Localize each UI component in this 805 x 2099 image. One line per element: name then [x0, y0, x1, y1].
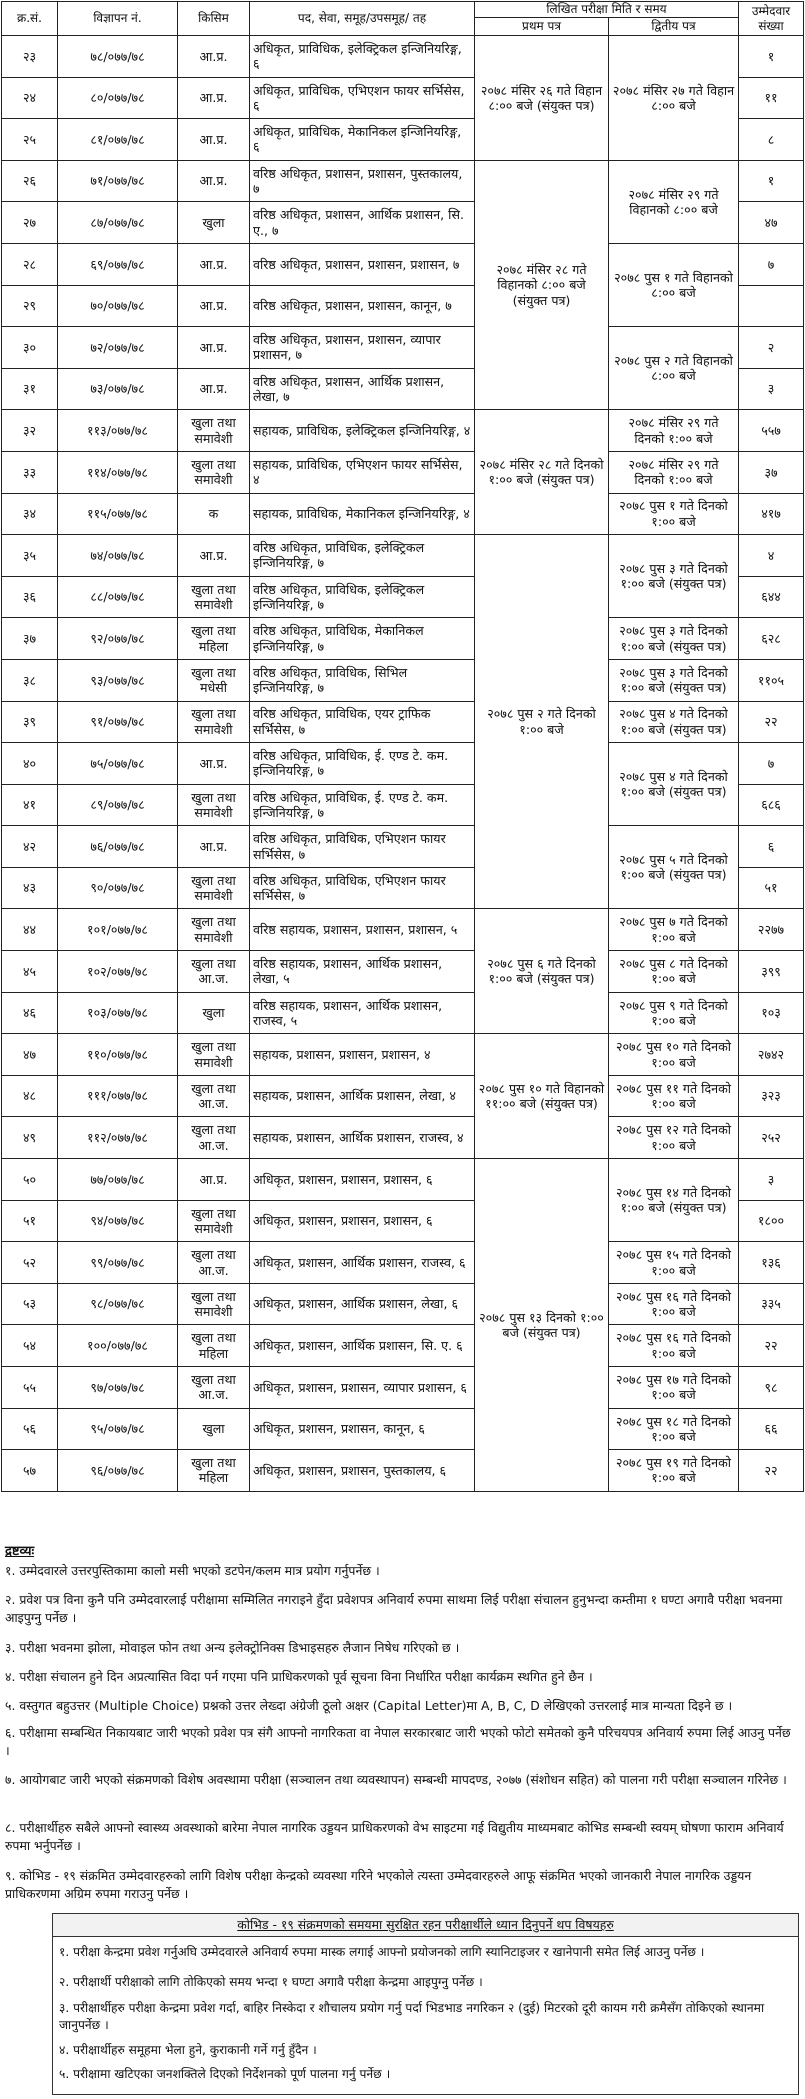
cell-paper1-date: २०७८ मंसिर २६ गते विहान ८:०० बजे (संयुक्त पत्र) — [475, 36, 609, 161]
cell-serial: ३३ — [2, 451, 58, 493]
cell-candidates: ११ — [739, 77, 804, 119]
cell-type: खुला तथा महिला — [178, 618, 250, 660]
cell-paper2-date: २०७८ पुस १६ गते दिनको १:०० बजे — [609, 1325, 739, 1367]
cell-serial: ४९ — [2, 1117, 58, 1159]
cell-post: सहायक, प्राविधिक, मेकानिकल इन्जिनियरिङ्ग, ४ — [250, 493, 475, 535]
cell-post: वरिष्ठ अधिकृत, प्राविधिक, इलेक्ट्रिकल इन्जिनियरिङ्ग, ७ — [250, 535, 475, 577]
cell-post: अधिकृत, प्रशासन, आर्थिक प्रशासन, राजस्व, ६ — [250, 1242, 475, 1284]
cell-ad-no: ९१/०७७/७८ — [58, 701, 178, 743]
table-row — [2, 36, 804, 78]
cell-type: खुला तथा समावेशी — [178, 410, 250, 452]
cell-paper2-date: २०७८ पुस ३ गते दिनको १:०० बजे (संयुक्त पत्र) — [609, 535, 739, 618]
cell-candidates: ८ — [739, 119, 804, 161]
cell-post: वरिष्ठ सहायक, प्रशासन, आर्थिक प्रशासन, राजस्व, ५ — [250, 992, 475, 1034]
cell-type: खुला तथा महिला — [178, 1450, 250, 1492]
cell-serial: ३१ — [2, 368, 58, 410]
cell-type: खुला तथा समावेशी — [178, 1200, 250, 1242]
header-candidates: उम्मेदवार संख्या — [739, 2, 804, 36]
cell-paper2-date: २०७८ पुस २ गते विहानको ८:०० बजे — [609, 327, 739, 410]
cell-type: आ.प्र. — [178, 77, 250, 119]
cell-paper2-date: २०७८ पुस ३ गते दिनको १:०० बजे (संयुक्त पत्र) — [609, 618, 739, 660]
cell-candidates: ४७ — [739, 202, 804, 244]
covid-guidelines-box — [52, 1913, 799, 2095]
cell-paper2-date: २०७८ मंसिर २९ गते विहानको ८:०० बजे — [609, 160, 739, 243]
cell-candidates: ३ — [739, 368, 804, 410]
cell-candidates: १८०० — [739, 1200, 804, 1242]
cell-type: आ.प्र. — [178, 160, 250, 202]
cell-serial: २६ — [2, 160, 58, 202]
cell-ad-no: ८०/०७७/७८ — [58, 77, 178, 119]
cell-paper2-date: २०७८ पुस १७ गते दिनको १:०० बजे — [609, 1367, 739, 1409]
cell-serial: २३ — [2, 36, 58, 78]
cell-serial: ४० — [2, 743, 58, 785]
cell-serial: ३८ — [2, 659, 58, 701]
cell-serial: ३७ — [2, 618, 58, 660]
cell-candidates: ६८६ — [739, 784, 804, 826]
cell-serial: ४५ — [2, 951, 58, 993]
cell-ad-no: ११४/०७७/७८ — [58, 451, 178, 493]
cell-ad-no: ९०/०७७/७८ — [58, 867, 178, 909]
note-item: ७. आयोगबाट जारी भएको संक्रमणको विशेष अवस्थामा परीक्षा (सञ्चालन तथा व्यवस्थापन) सम्बन्धी मापदण्ड, २०७७ (संशोधन सहित) को पालना गरी परीक्षा सञ्चालन गरिनेछ । — [5, 1772, 787, 1787]
cell-serial: २४ — [2, 77, 58, 119]
cell-post: वरिष्ठ अधिकृत, प्राविधिक, इलेक्ट्रिकल इन्जिनियरिङ्ग, ७ — [250, 576, 475, 618]
cell-ad-no: ९२/०७७/७८ — [58, 618, 178, 660]
cell-type: खुला — [178, 1408, 250, 1450]
cell-type: क — [178, 493, 250, 535]
cell-candidates — [739, 285, 804, 327]
cell-ad-no: ९४/०७७/७८ — [58, 1200, 178, 1242]
table-row — [2, 1075, 804, 1117]
cell-paper2-date: २०७८ पुस १५ गते दिनको १:०० बजे — [609, 1242, 739, 1284]
cell-paper1-date: २०७८ पुस १० गते विहानको ११:०० बजे (संयुक्त पत्र) — [475, 1034, 609, 1159]
cell-serial: ४८ — [2, 1075, 58, 1117]
cell-type: आ.प्र. — [178, 826, 250, 868]
cell-serial: ३५ — [2, 535, 58, 577]
exam-schedule-table — [1, 1, 804, 1492]
cell-ad-no: ७२/०७७/७८ — [58, 327, 178, 369]
table-row — [2, 951, 804, 993]
cell-post: वरिष्ठ अधिकृत, प्राविधिक, एयर ट्राफिक सर्भिसेस, ७ — [250, 701, 475, 743]
cell-paper2-date: २०७८ मंसिर २७ गते विहान ८:०० बजे — [609, 36, 739, 161]
table-row — [2, 1283, 804, 1325]
cell-ad-no: ११५/०७७/७८ — [58, 493, 178, 535]
cell-paper2-date: २०७८ पुस १२ गते दिनको १:०० बजे — [609, 1117, 739, 1159]
cell-candidates: १३६ — [739, 1242, 804, 1284]
cell-candidates: ७ — [739, 243, 804, 285]
cell-type: खुला तथा समावेशी — [178, 867, 250, 909]
cell-type: खुला — [178, 992, 250, 1034]
cell-paper2-date: २०७८ पुस ७ गते दिनको १:०० बजे — [609, 909, 739, 951]
cell-serial: ३६ — [2, 576, 58, 618]
cell-post: सहायक, प्रशासन, प्रशासन, प्रशासन, ४ — [250, 1034, 475, 1076]
cell-candidates: ६ — [739, 826, 804, 868]
cell-serial: ५३ — [2, 1283, 58, 1325]
cell-post: वरिष्ठ अधिकृत, प्रशासन, प्रशासन, पुस्तकालय, ७ — [250, 160, 475, 202]
table-row — [2, 826, 804, 868]
cell-post: वरिष्ठ अधिकृत, प्रशासन, आर्थिक प्रशासन, लेखा, ७ — [250, 368, 475, 410]
cell-paper2-date: २०७८ मंसिर २९ गते दिनको १:०० बजे — [609, 410, 739, 452]
cell-candidates: ३७ — [739, 451, 804, 493]
cell-ad-no: ८७/०७७/७८ — [58, 202, 178, 244]
table-row — [2, 659, 804, 701]
cell-post: वरिष्ठ अधिकृत, प्राविधिक, एभिएशन फायर सर्भिसेस, ७ — [250, 826, 475, 868]
header-serial: क्र.सं. — [2, 2, 58, 36]
cell-ad-no: १११/०७७/७८ — [58, 1075, 178, 1117]
cell-ad-no: ७४/०७७/७८ — [58, 535, 178, 577]
table-row — [2, 1034, 804, 1076]
cell-candidates: ३ — [739, 1159, 804, 1201]
cell-paper2-date: २०७८ पुस १ गते दिनको १:०० बजे — [609, 493, 739, 535]
cell-paper2-date: २०७८ पुस ४ गते दिनको १:०० बजे (संयुक्त पत्र) — [609, 743, 739, 826]
cell-paper1-date: २०७८ पुस १३ दिनको १:०० बजे (संयुक्त पत्र) — [475, 1159, 609, 1492]
table-row — [2, 493, 804, 535]
cell-post: सहायक, प्रशासन, आर्थिक प्रशासन, लेखा, ४ — [250, 1075, 475, 1117]
cell-post: वरिष्ठ सहायक, प्रशासन, आर्थिक प्रशासन, लेखा, ५ — [250, 951, 475, 993]
cell-type: आ.प्र. — [178, 743, 250, 785]
cell-ad-no: ७७/०७७/७८ — [58, 1159, 178, 1201]
note-item: १. उम्मेदवारले उत्तरपुस्तिकामा कालो मसी भएको डटपेन/कलम मात्र प्रयोग गर्नुपर्नेछ । — [5, 1563, 380, 1578]
cell-paper2-date: २०७८ पुस १ गते विहानको ८:०० बजे — [609, 243, 739, 326]
cell-paper1-date: २०७८ पुस ६ गते दिनको १:०० बजे (संयुक्त पत्र) — [475, 909, 609, 1034]
cell-ad-no: ९८/०७७/७८ — [58, 1283, 178, 1325]
cell-post: अधिकृत, प्राविधिक, मेकानिकल इन्जिनियरिङ्ग, ६ — [250, 119, 475, 161]
notes-title: द्रष्टव्यः — [5, 1544, 35, 1559]
cell-ad-no: ११३/०७७/७८ — [58, 410, 178, 452]
table-row — [2, 1117, 804, 1159]
cell-post: अधिकृत, प्रशासन, प्रशासन, पुस्तकालय, ६ — [250, 1450, 475, 1492]
cell-candidates: ४१७ — [739, 493, 804, 535]
cell-serial: ३० — [2, 327, 58, 369]
covid-item: १. परीक्षा केन्द्रमा प्रवेश गर्नुअघि उम्मेदवारले अनिवार्य रुपमा मास्क लगाई आफ्नो प्रयोजनको लागि स्यानिटाइजर र खानेपानी समेत लिई आउनु पर्नेछ । — [59, 1945, 705, 1959]
table-row — [2, 535, 804, 577]
table-row — [2, 743, 804, 785]
cell-candidates: ७ — [739, 743, 804, 785]
cell-type: आ.प्र. — [178, 535, 250, 577]
cell-serial: ४४ — [2, 909, 58, 951]
cell-ad-no: ९६/०७७/७८ — [58, 1450, 178, 1492]
cell-serial: ५५ — [2, 1367, 58, 1409]
cell-type: खुला तथा आ.ज. — [178, 1242, 250, 1284]
cell-post: वरिष्ठ सहायक, प्रशासन, प्रशासन, प्रशासन, ५ — [250, 909, 475, 951]
table-row — [2, 451, 804, 493]
cell-paper2-date: २०७८ पुस ५ गते दिनको १:०० बजे (संयुक्त पत्र) — [609, 826, 739, 909]
cell-type: आ.प्र. — [178, 327, 250, 369]
cell-serial: २९ — [2, 285, 58, 327]
table-row — [2, 909, 804, 951]
table-row — [2, 410, 804, 452]
cell-candidates: २७४२ — [739, 1034, 804, 1076]
cell-candidates: ९८ — [739, 1367, 804, 1409]
cell-ad-no: ११२/०७७/७८ — [58, 1117, 178, 1159]
note-item: ६. परीक्षामा सम्बन्धित निकायबाट जारी भएको प्रवेश पत्र संगै आफ्नो नागरिकता वा नेपाल सरकारबाट जारी भएको फोटो समेतको कुनै परिचयपत्र अनिवार्य रुपमा लिई आउनु पर्नेछ । — [5, 1725, 791, 1758]
table-row — [2, 1408, 804, 1450]
cell-paper2-date: २०७८ पुस १४ गते दिनको १:०० बजे (संयुक्त पत्र) — [609, 1159, 739, 1242]
cell-ad-no: ८१/०७७/७८ — [58, 119, 178, 161]
cell-candidates: ३९९ — [739, 951, 804, 993]
cell-type: खुला तथा समावेशी — [178, 784, 250, 826]
cell-paper1-date: २०७८ मंसिर २८ गते विहानको ८:०० बजे (संयुक्त पत्र) — [475, 160, 609, 410]
cell-serial: ४७ — [2, 1034, 58, 1076]
cell-serial: ४३ — [2, 867, 58, 909]
note-item: ९. कोभिड - १९ संक्रमित उम्मेदवारहरुको लागि विशेष परीक्षा केन्द्रको व्यवस्था गरिने भएकोले त्यस्ता उम्मेदवारहरुले आफू संक्रमित भएको जानकारी नेपाल नागरिक उड्डयन प्राधिकरणमा अग्रिम रुपमा गराउनु पर्नेछ । — [5, 1868, 752, 1901]
table-row — [2, 1450, 804, 1492]
cell-type: खुला तथा आ.ज. — [178, 1075, 250, 1117]
cell-candidates: १०३ — [739, 992, 804, 1034]
cell-paper2-date: २०७८ पुस १० गते दिनको १:०० बजे — [609, 1034, 739, 1076]
cell-paper2-date: २०७८ पुस १६ गते दिनको १:०० बजे — [609, 1283, 739, 1325]
cell-post: अधिकृत, प्रशासन, प्रशासन, प्रशासन, ६ — [250, 1159, 475, 1201]
cell-candidates: ५५७ — [739, 410, 804, 452]
cell-ad-no: १००/०७७/७८ — [58, 1325, 178, 1367]
table-row — [2, 701, 804, 743]
cell-candidates: १ — [739, 36, 804, 78]
cell-serial: ३२ — [2, 410, 58, 452]
cell-type: खुला तथा समावेशी — [178, 909, 250, 951]
table-row — [2, 992, 804, 1034]
cell-candidates: ५१ — [739, 867, 804, 909]
cell-post: सहायक, प्राविधिक, एभिएशन फायर सर्भिसेस, ४ — [250, 451, 475, 493]
table-row — [2, 618, 804, 660]
table-row — [2, 160, 804, 202]
header-ad-no: विज्ञापन नं. — [58, 2, 178, 36]
cell-type: खुला तथा समावेशी — [178, 1034, 250, 1076]
cell-ad-no: ८८/०७७/७८ — [58, 576, 178, 618]
cell-ad-no: ७३/०७७/७८ — [58, 368, 178, 410]
cell-post: वरिष्ठ अधिकृत, प्रशासन, आर्थिक प्रशासन, सि. ए., ७ — [250, 202, 475, 244]
cell-ad-no: ६९/०७७/७८ — [58, 243, 178, 285]
cell-post: अधिकृत, प्रशासन, प्रशासन, प्रशासन, ६ — [250, 1200, 475, 1242]
cell-candidates: २२७७ — [739, 909, 804, 951]
cell-candidates: ६६ — [739, 1408, 804, 1450]
cell-type: आ.प्र. — [178, 243, 250, 285]
cell-type: आ.प्र. — [178, 368, 250, 410]
cell-candidates: ४ — [739, 535, 804, 577]
cell-paper2-date: २०७८ पुस १८ गते दिनको १:०० बजे — [609, 1408, 739, 1450]
cell-serial: ४६ — [2, 992, 58, 1034]
cell-serial: २७ — [2, 202, 58, 244]
cell-type: खुला तथा समावेशी — [178, 701, 250, 743]
note-item: ४. परीक्षा संचालन हुने दिन अप्रत्यासित विदा पर्न गएमा पनि प्राधिकरणको पूर्व सूचना विना निर्धारित परीक्षा कार्यक्रम स्थगित हुने छैन । — [5, 1669, 593, 1684]
cell-ad-no: ७१/०७७/७८ — [58, 160, 178, 202]
cell-ad-no: १०१/०७७/७८ — [58, 909, 178, 951]
header-paper1: प्रथम पत्र — [475, 18, 609, 36]
cell-type: आ.प्र. — [178, 1159, 250, 1201]
cell-type: खुला तथा समावेशी — [178, 451, 250, 493]
cell-candidates: २५२ — [739, 1117, 804, 1159]
cell-post: वरिष्ठ अधिकृत, प्राविधिक, ई. एण्ड टे. कम. इन्जिनियरिङ्ग, ७ — [250, 784, 475, 826]
note-item: ५. वस्तुगत बहुउत्तर (Multiple Choice) प्रश्नको उत्तर लेख्दा अंग्रेजी ठूलो अक्षर (Capital Letter)मा A, B, C, D लेखिएको उत्तरलाई मात्र मान्यता दिइने छ । — [5, 1698, 733, 1713]
cell-serial: २८ — [2, 243, 58, 285]
cell-serial: ४२ — [2, 826, 58, 868]
cell-type: खुला तथा महिला — [178, 1325, 250, 1367]
cell-post: अधिकृत, प्राविधिक, इलेक्ट्रिकल इन्जिनियरिङ्ग, ६ — [250, 36, 475, 78]
cell-type: खुला तथा समावेशी — [178, 576, 250, 618]
cell-serial: ५२ — [2, 1242, 58, 1284]
cell-candidates: ३२३ — [739, 1075, 804, 1117]
cell-post: वरिष्ठ अधिकृत, प्राविधिक, सिभिल इन्जिनियरिङ्ग, ७ — [250, 659, 475, 701]
table-row — [2, 243, 804, 285]
schedule-body — [2, 36, 804, 1492]
cell-candidates: ६४४ — [739, 576, 804, 618]
note-item: ३. परीक्षा भवनमा झोला, मोवाइल फोन तथा अन्य इलेक्ट्रोनिक्स डिभाइसहरु लैजान निषेध गरिएको छ । — [5, 1640, 460, 1655]
cell-serial: ३४ — [2, 493, 58, 535]
cell-candidates: ६२८ — [739, 618, 804, 660]
covid-item: ५. परीक्षामा खटिएका जनशक्तिले दिएको निर्देशनको पूर्ण पालना गर्नु पर्नेछ । — [59, 2067, 391, 2081]
cell-candidates: १ — [739, 160, 804, 202]
cell-post: वरिष्ठ अधिकृत, प्रशासन, प्रशासन, व्यापार प्रशासन, ७ — [250, 327, 475, 369]
cell-candidates: २२ — [739, 701, 804, 743]
cell-post: अधिकृत, प्रशासन, आर्थिक प्रशासन, सि. ए. ६ — [250, 1325, 475, 1367]
cell-type: खुला तथा मधेसी — [178, 659, 250, 701]
cell-serial: ५१ — [2, 1200, 58, 1242]
cell-ad-no: ९५/०७७/७८ — [58, 1408, 178, 1450]
table-row — [2, 1242, 804, 1284]
cell-type: आ.प्र. — [178, 36, 250, 78]
cell-paper1-date: २०७८ पुस २ गते दिनको १:०० बजे — [475, 535, 609, 909]
cell-paper2-date: २०७८ पुस ११ गते दिनको १:०० बजे — [609, 1075, 739, 1117]
covid-item: ३. परीक्षार्थीहरु परीक्षा केन्द्रमा प्रवेश गर्दा, बाहिर निस्केदा र शौचालय प्रयोग गर्नु पर्दा भिडभाड नगरिकन २ (दुई) मिटरको दूरी कायम गरी क्रमैसँग तोकिएको स्थानमा जानुपर्नेछ । — [59, 2001, 765, 2033]
cell-ad-no: ९९/०७७/७८ — [58, 1242, 178, 1284]
cell-paper2-date: २०७८ पुस ८ गते दिनको १:०० बजे — [609, 951, 739, 993]
cell-type: खुला — [178, 202, 250, 244]
cell-ad-no: ९७/०७७/७८ — [58, 1367, 178, 1409]
cell-serial: ४१ — [2, 784, 58, 826]
cell-ad-no: ८९/०७७/७८ — [58, 784, 178, 826]
table-row — [2, 1325, 804, 1367]
cell-paper2-date: २०७८ मंसिर २९ गते दिनको १:०० बजे — [609, 451, 739, 493]
cell-ad-no: १०२/०७७/७८ — [58, 951, 178, 993]
cell-serial: ५४ — [2, 1325, 58, 1367]
cell-paper2-date: २०७८ पुस ४ गते दिनको १:०० बजे (संयुक्त पत्र) — [609, 701, 739, 743]
cell-type: खुला तथा समावेशी — [178, 1283, 250, 1325]
cell-post: सहायक, प्राविधिक, इलेक्ट्रिकल इन्जिनियरिङ्ग, ४ — [250, 410, 475, 452]
cell-ad-no: ९३/०७७/७८ — [58, 659, 178, 701]
cell-type: आ.प्र. — [178, 285, 250, 327]
table-row — [2, 1367, 804, 1409]
covid-item: २. परीक्षार्थी परीक्षाको लागि तोकिएको समय भन्दा १ घण्टा अगावै परीक्षा केन्द्रमा आइपुग्नु पर्नेछ । — [59, 1975, 483, 1989]
cell-post: वरिष्ठ अधिकृत, प्राविधिक, एभिएशन फायर सर्भिसेस, ७ — [250, 867, 475, 909]
cell-serial: ५७ — [2, 1450, 58, 1492]
covid-box-title: कोभिड - १९ संक्रमणको समयमा सुरक्षित रहन परीक्षार्थीले ध्यान दिनुपर्ने थप विषयहरु — [53, 1914, 798, 1937]
cell-ad-no: ७५/०७७/७८ — [58, 743, 178, 785]
cell-post: अधिकृत, प्रशासन, प्रशासन, व्यापार प्रशासन, ६ — [250, 1367, 475, 1409]
cell-post: अधिकृत, प्रशासन, प्रशासन, कानून, ६ — [250, 1408, 475, 1450]
cell-candidates: ३३५ — [739, 1283, 804, 1325]
note-item: २. प्रवेश पत्र विना कुनै पनि उम्मेदवारलाई परीक्षामा सम्मिलित नगराइने हुँदा प्रवेशपत्र अनिवार्य रुपमा साथमा लिई परीक्षा संचालन हुनुभन्दा कम्तीमा १ घण्टा अगावै परीक्षा भवनमा आइपुग्नु पर्नेछ । — [5, 1592, 783, 1625]
cell-post: वरिष्ठ अधिकृत, प्रशासन, प्रशासन, कानून, ७ — [250, 285, 475, 327]
cell-ad-no: ७८/०७७/७८ — [58, 36, 178, 78]
table-row — [2, 1159, 804, 1201]
cell-post: अधिकृत, प्रशासन, आर्थिक प्रशासन, लेखा, ६ — [250, 1283, 475, 1325]
cell-ad-no: १०३/०७७/७८ — [58, 992, 178, 1034]
cell-type: खुला तथा आ.ज. — [178, 1117, 250, 1159]
cell-type: आ.प्र. — [178, 119, 250, 161]
cell-serial: ५६ — [2, 1408, 58, 1450]
cell-ad-no: ११०/०७७/७८ — [58, 1034, 178, 1076]
cell-post: वरिष्ठ अधिकृत, प्रशासन, प्रशासन, प्रशासन, ७ — [250, 243, 475, 285]
cell-serial: २५ — [2, 119, 58, 161]
cell-paper2-date: २०७८ पुस १९ गते दिनको १:०० बजे — [609, 1450, 739, 1492]
cell-paper2-date: २०७८ पुस ३ गते दिनको १:०० बजे (संयुक्त पत्र) — [609, 659, 739, 701]
cell-post: अधिकृत, प्राविधिक, एभिएशन फायर सर्भिसेस, ६ — [250, 77, 475, 119]
cell-candidates: २ — [739, 327, 804, 369]
header-post: पद, सेवा, समूह/उपसमूह/ तह — [250, 2, 475, 36]
header-type: किसिम — [178, 2, 250, 36]
cell-post: सहायक, प्रशासन, आर्थिक प्रशासन, राजस्व, ४ — [250, 1117, 475, 1159]
cell-paper1-date: २०७८ मंसिर २८ गते दिनको १:०० बजे (संयुक्त पत्र) — [475, 410, 609, 535]
header-paper2: द्वितीय पत्र — [609, 18, 739, 36]
cell-candidates: २२ — [739, 1325, 804, 1367]
cell-type: खुला तथा आ.ज. — [178, 951, 250, 993]
cell-post: वरिष्ठ अधिकृत, प्राविधिक, मेकानिकल इन्जिनियरिङ्ग, ७ — [250, 618, 475, 660]
cell-serial: ५० — [2, 1159, 58, 1201]
cell-ad-no: ७०/०७७/७८ — [58, 285, 178, 327]
cell-serial: ३९ — [2, 701, 58, 743]
cell-ad-no: ७६/०७७/७८ — [58, 826, 178, 868]
cell-paper2-date: २०७८ पुस ९ गते दिनको १:०० बजे — [609, 992, 739, 1034]
cell-type: खुला तथा आ.ज. — [178, 1367, 250, 1409]
table-row — [2, 327, 804, 369]
cell-post: वरिष्ठ अधिकृत, प्राविधिक, ई. एण्ड टे. कम. इन्जिनियरिङ्ग, ७ — [250, 743, 475, 785]
note-item: ८. परीक्षार्थीहरु सबैले आफ्नो स्वास्थ्य अवस्थाको बारेमा नेपाल नागरिक उड्डयन प्राधिकरणको वेभ साइटमा गई विद्युतीय माध्यमबाट कोभिड सम्बन्धी स्वयम् घोषणा फाराम अनिवार्य रुपमा भर्नुपर्नेछ । — [5, 1820, 784, 1853]
header-exam-date: लिखित परीक्षा मिति र समय — [475, 2, 739, 18]
covid-item: ४. परीक्षार्थीहरु समूहमा भेला हुने, कुराकानी गर्ने गर्नु हुँदैन । — [59, 2043, 317, 2057]
cell-candidates: २२ — [739, 1450, 804, 1492]
cell-candidates: ११०५ — [739, 659, 804, 701]
